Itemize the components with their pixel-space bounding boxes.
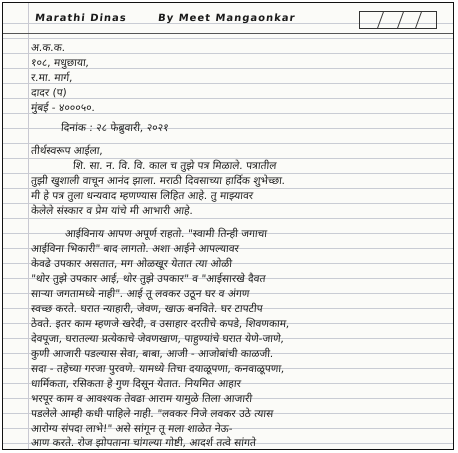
paragraph-line: आईविनाय आपण अपूर्ण राहतो. "स्वामी तिन्ही जगाचा [64, 228, 268, 240]
paragraph-line: कुणी आजारी पडल्यास सेवा, बाबा, आजी - आजोबांची काळजी. [30, 348, 274, 360]
paragraph-line: धार्मिकता, रसिकता हे गुण दिसून येतात. नियमित आहार [30, 378, 242, 390]
address-line: र.मा. मार्ग, [30, 72, 74, 84]
paragraph-line: भरपूर काम व आवश्यक तेवढा आराम यामुळे तिला आजारी [30, 393, 253, 405]
paragraph-line: आईविना भिकारी" बाद लागतो. अशा आईने आपल्यावर [30, 243, 240, 255]
salutation: तीर्थस्वरूप आईला, [30, 145, 104, 157]
paragraph-line: शि. सा. न. वि. वि. काल च तुझे पत्र मिळाले. पत्रातील [72, 160, 277, 172]
address-line: दादर (प) [30, 87, 68, 99]
margin-rule [28, 3, 29, 449]
paragraph-line: केलेले संस्कार व प्रेम यांचे मी आभारी आहे. [30, 205, 194, 217]
heading-title: Marathi Dinas [34, 13, 128, 24]
paragraph-line: केवढे उपकार असतात, मग ओळखूर येतात त्या ओळी [30, 258, 233, 270]
paragraph-line: तुझी खुशाली वाचून आनंद झाला. मराठी दिवसाच्या हार्दिक शुभेच्छा. [30, 175, 286, 187]
paragraph-line: सदा - तहेच्या गरजा पुरवणे. यामध्ये तिचा दयाळूपणा, कनवाळूपणा, [30, 363, 285, 375]
paragraph-line: "थोर तुझे उपकार आई, थोर तुझे उपकार" व "आईसारखे दैवत [30, 273, 266, 285]
paragraph-line: साऱ्या जगतामध्ये नाही". आई तू लवकर उठून घर व अंगण [30, 288, 250, 300]
address-line: अ.क.क. [30, 42, 66, 54]
paragraph-line: ठेवते. इतर काम म्हणजे खरेदी, व उसाहार दरतीचे कपडे, शिवणकाम, [30, 318, 290, 330]
paragraph-line: पडलेले आम्ही कधी पाहिले नाही. "लवकर निजे लवकर उठे त्यास [30, 408, 274, 420]
heading-author: By Meet Mangaonkar [157, 13, 297, 24]
paragraph-line: आरोग्य संपदा लाभे!" असे सांगून तू मला शाळेत नेऊ- [30, 423, 234, 435]
notebook-page [2, 2, 454, 450]
address-line: १०८, मधुछाया, [30, 57, 90, 69]
paragraph-line: आण करते. रोज झोपताना चांगल्या गोष्टी, आदर्श तत्वे सांगते [30, 437, 257, 449]
paragraph-line: मी हे पत्र तुला धन्यवाद म्हणण्यास लिहित आहे. तु माझ्यावर [30, 190, 254, 202]
header-rule [3, 33, 453, 34]
paragraph-line: देवपूजा, घरातल्या प्रत्येकाचे जेवणखाण, पाहुण्यांचे घरात येणे-जाणे, [30, 333, 285, 345]
paragraph-line: स्वच्छ करते. घरात न्याहारी, जेवण, खाऊ बनविते. घर टापटीप [30, 303, 264, 315]
address-line: मुंबई - ४०००५०. [30, 102, 96, 114]
letter-date: दिनांक : २८ फेब्रुवारी, २०२१ [60, 122, 170, 134]
page-number-box [359, 11, 437, 29]
